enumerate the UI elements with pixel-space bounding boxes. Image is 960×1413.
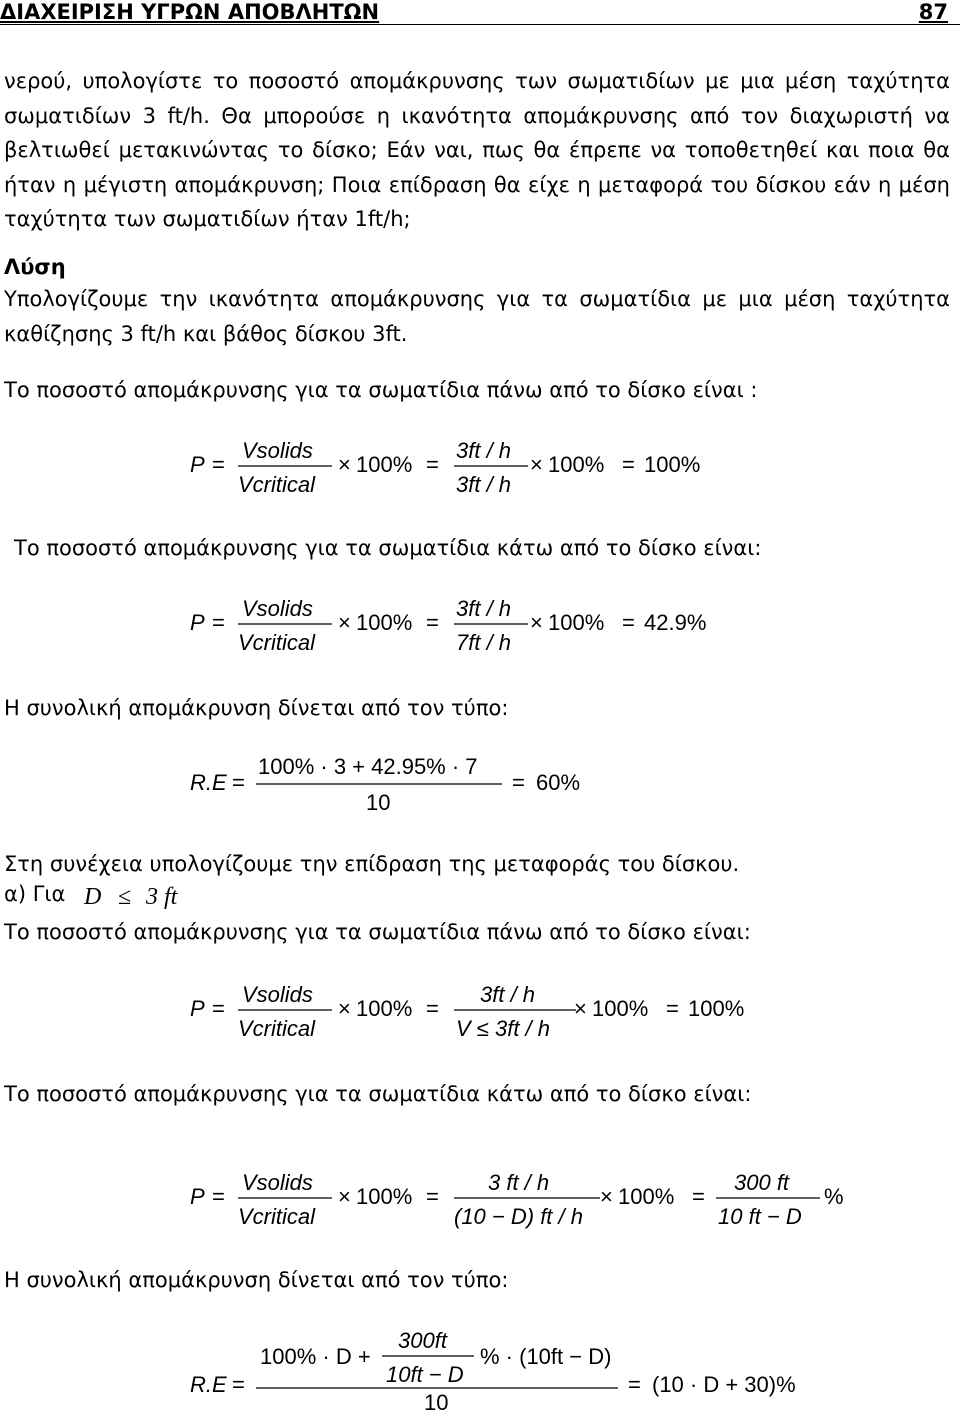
eq1-pct2: 100% xyxy=(548,452,605,477)
eq6-inner-num: 300ft xyxy=(398,1328,447,1353)
condition-rhs: 3 ft xyxy=(146,884,178,910)
eq4-times: × xyxy=(338,996,351,1021)
eq6-post: % · (10ft − D) xyxy=(480,1344,612,1369)
eq5-vsolids: Vsolids xyxy=(242,1170,313,1195)
eq4-eq: = xyxy=(212,996,225,1021)
text-total-2: Η συνολική απομάκρυνση δίνεται από τον τύπο: xyxy=(4,1268,509,1292)
eq1-eq2: = xyxy=(426,452,439,477)
text-above-disk-1: Το ποσοστό απομάκρυνσης για τα σωματίδια πάνω από το δίσκο είναι : xyxy=(4,378,758,402)
case-a-label xyxy=(4,882,65,906)
eq5-times: × xyxy=(338,1184,351,1209)
eq4-den: V ≤ 3ft / h xyxy=(456,1016,551,1041)
solution-intro: Υπολογίζουμε την ικανότητα απομάκρυνσης για τα σωματίδια με μια μέση ταχύτητα καθίζησης 3 ft/h και βάθος δίσκου 3ft. xyxy=(4,287,950,346)
text-above-disk-2: Το ποσοστό απομάκρυνσης για τα σωματίδια πάνω από το δίσκο είναι: xyxy=(4,920,751,944)
page-number: 87 xyxy=(918,0,948,24)
eq5-times2: × xyxy=(600,1184,613,1209)
text-next-step: Στη συνέχεια υπολογίζουμε την επίδραση της μεταφοράς του δίσκου. xyxy=(4,852,740,876)
equation-3 xyxy=(190,754,580,815)
eq6-eq: = xyxy=(232,1372,245,1397)
eq5-den2: 10 ft − D xyxy=(718,1204,802,1229)
eq6-eq2: = xyxy=(628,1372,641,1397)
intro-paragraph: νερού, υπολογίστε το ποσοστό απομάκρυνσης των σωματιδίων με μια μέση ταχύτητα σωματιδίων 3 ft/h. Θα μπορούσε η ικανότητα απομάκρυνσης από τον διαχωριστή να βελτιωθεί μετακινώντας το δίσκο; Εάν ναι, πως θα έπρεπε να τοποθετηθεί και ποια θα ήταν η μέγιστη απομάκρυνση; Ποια επίδραση θα είχε η μεταφορά του δίσκου εάν η μέση ταχύτητα των σωματιδίων ήταν 1ft/h; xyxy=(4,69,950,231)
eq1-times2: × xyxy=(530,452,543,477)
text-total-1: Η συνολική απομάκρυνση δίνεται από τον τύπο: xyxy=(4,696,509,720)
eq4-pct: 100% xyxy=(356,996,413,1021)
eq1-eq3: = xyxy=(622,452,635,477)
eq5-vcritical: Vcritical xyxy=(238,1204,316,1229)
eq2-eq: = xyxy=(212,610,225,635)
eq2-eq2: = xyxy=(426,610,439,635)
eq5-p: P xyxy=(190,1184,205,1209)
equation-5 xyxy=(190,1170,844,1229)
eq2-pct2: 100% xyxy=(548,610,605,635)
eq4-vsolids: Vsolids xyxy=(242,982,313,1007)
eq1-num: 3ft / h xyxy=(456,438,512,463)
eq5-eq2: = xyxy=(426,1184,439,1209)
eq5-pct2: 100% xyxy=(618,1184,675,1209)
eq4-vcritical: Vcritical xyxy=(238,1016,316,1041)
eq5-den: (10 − D) ft / h xyxy=(454,1204,583,1229)
eq2-times: × xyxy=(338,610,351,635)
eq1-result: 100% xyxy=(644,452,701,477)
eq1-den: 3ft / h xyxy=(456,472,512,497)
equation-6 xyxy=(190,1328,796,1413)
eq6-re: R.E xyxy=(190,1372,227,1397)
eq3-re: R.E xyxy=(190,770,227,795)
eq4-eq2: = xyxy=(426,996,439,1021)
eq4-p: P xyxy=(190,996,205,1021)
eq1-p: P xyxy=(190,452,205,477)
eq3-num: 100% · 3 + 42.95% · 7 xyxy=(258,754,478,779)
eq3-eq: = xyxy=(232,770,245,795)
eq6-pre: 100% · D + xyxy=(260,1344,371,1369)
eq5-pct: 100% xyxy=(356,1184,413,1209)
eq1-times: × xyxy=(338,452,351,477)
case-a-condition xyxy=(80,878,200,912)
eq5-num: 3 ft / h xyxy=(488,1170,550,1195)
eq2-den: 7ft / h xyxy=(456,630,512,655)
eq5-percent: % xyxy=(824,1184,844,1209)
eq4-pct2: 100% xyxy=(592,996,649,1021)
eq1-vsolids: Vsolids xyxy=(242,438,313,463)
eq6-den: 10 xyxy=(424,1390,449,1413)
eq2-pct: 100% xyxy=(356,610,413,635)
eq3-result: 60% xyxy=(536,770,581,795)
eq3-eq2: = xyxy=(512,770,525,795)
eq2-vsolids: Vsolids xyxy=(242,596,313,621)
eq4-num: 3ft / h xyxy=(480,982,536,1007)
eq2-vcritical: Vcritical xyxy=(238,630,316,655)
eq2-times2: × xyxy=(530,610,543,635)
header-rule xyxy=(0,24,960,25)
eq4-result: 100% xyxy=(688,996,745,1021)
eq3-den: 10 xyxy=(366,790,391,815)
eq2-num: 3ft / h xyxy=(456,596,512,621)
eq1-eq: = xyxy=(212,452,225,477)
eq1-pct: 100% xyxy=(356,452,413,477)
eq5-num2: 300 ft xyxy=(734,1170,790,1195)
chapter-title: ΔΙΑΧΕΙΡΙΣΗ ΥΓΡΩΝ ΑΠΟΒΛΗΤΩΝ xyxy=(0,0,380,24)
eq4-eq3: = xyxy=(666,996,679,1021)
case-a-prefix: α) Για xyxy=(4,882,66,906)
eq2-p: P xyxy=(190,610,205,635)
solution-heading: Λύση xyxy=(4,255,66,279)
equation-1 xyxy=(190,438,700,497)
eq2-result: 42.9% xyxy=(644,610,707,635)
eq6-result: (10 · D + 30)% xyxy=(652,1372,796,1397)
condition-lhs: D xyxy=(84,884,102,910)
text-below-disk-1: Το ποσοστό απομάκρυνσης για τα σωματίδια κάτω από το δίσκο είναι: xyxy=(14,536,762,560)
eq5-eq3: = xyxy=(692,1184,705,1209)
text-below-disk-2: Το ποσοστό απομάκρυνσης για τα σωματίδια κάτω από το δίσκο είναι: xyxy=(4,1082,752,1106)
eq5-eq: = xyxy=(212,1184,225,1209)
page-header xyxy=(0,0,960,30)
eq6-inner-den: 10ft − D xyxy=(386,1362,464,1387)
equation-2 xyxy=(190,596,706,655)
eq2-eq3: = xyxy=(622,610,635,635)
equation-4 xyxy=(190,982,744,1041)
eq4-times2: × xyxy=(574,996,587,1021)
condition-op: ≤ xyxy=(118,884,132,910)
eq1-vcritical: Vcritical xyxy=(238,472,316,497)
